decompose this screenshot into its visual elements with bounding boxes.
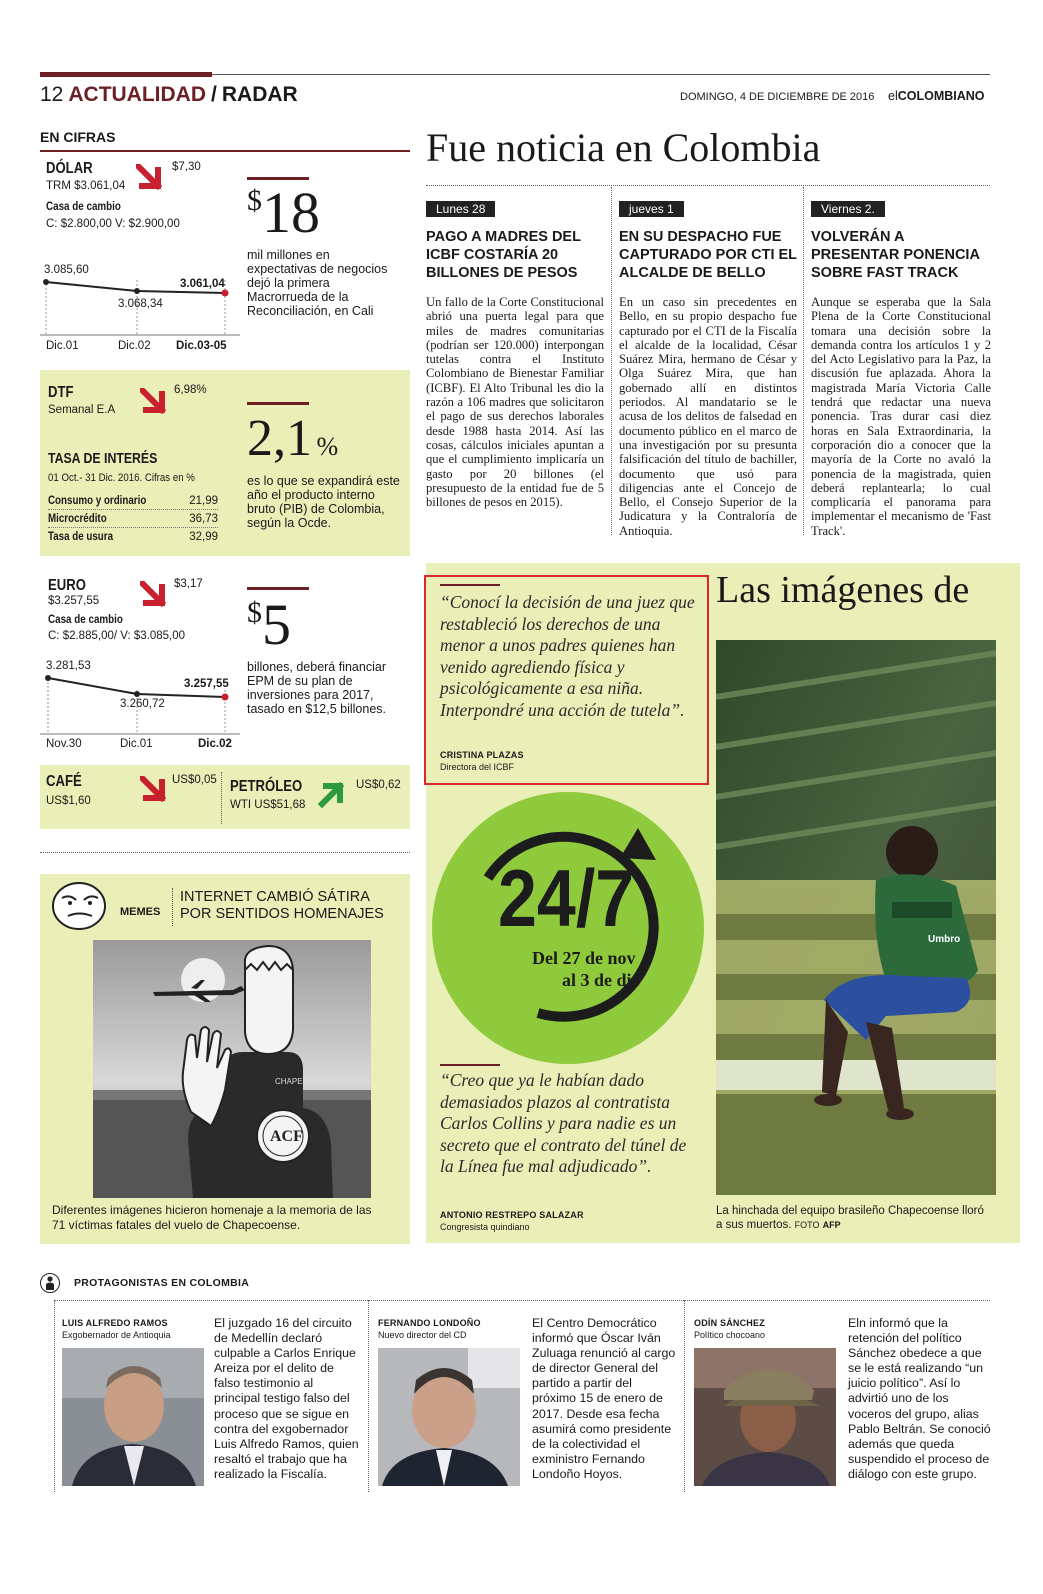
- cafe-petroleo-panel: [40, 765, 410, 829]
- dolar-point-2: 3.068,34: [118, 298, 163, 310]
- figure-5-number: [247, 592, 407, 657]
- dolar-date-3: Dic.03-05: [176, 340, 227, 352]
- euro-value: $3.257,55: [48, 595, 100, 607]
- weekly-badge-number: 24/7: [498, 853, 635, 944]
- protagonist-photo-2: [378, 1348, 520, 1486]
- meme-face-icon: [46, 878, 112, 934]
- petroleo-value: WTI US$51,68: [230, 799, 306, 811]
- noticia-title-divider: [426, 185, 990, 186]
- quote-2-rule: [440, 1064, 500, 1066]
- euro-date-1: Nov.30: [46, 738, 82, 750]
- figure-18-value: 18: [262, 180, 320, 245]
- protagonistas-divider-2: [684, 1300, 685, 1492]
- meme-logo-text: ACF: [270, 1128, 303, 1145]
- noticia-day-3: Viernes 2.: [811, 201, 885, 217]
- tasa-row-name: Microcrédito: [48, 512, 107, 525]
- figure-5-text: billones, deberá financiar EPM de su plan de inversiones para 2017, tasado en $12,5 billones.: [247, 660, 386, 716]
- protagonist-text-1: El juzgado 16 del circuito de Medellín declaró culpable a Carlos Enrique Areiza por el delito de falso testimonio al principal testigo falso del proceso que se sigue en contra del exgobernador Luis Alfredo Ramos, quien resaltó el trabajo que ha realizado la Fiscalía.: [214, 1316, 359, 1481]
- petroleo-up-arrow-icon: [318, 782, 344, 808]
- figure-2-1-text: es lo que se expandirá este año el producto interno bruto (PIB) de Colombia, según la Ocde.: [247, 474, 400, 530]
- imagenes-caption: [716, 1204, 986, 1232]
- figure-5: [247, 592, 407, 716]
- brand-name: COLOMBIANO: [897, 89, 985, 103]
- weekly-badge: [428, 788, 708, 1068]
- noticia-headline-2: EN SU DESPACHO FUE CAPTURADO POR CTI EL ALCALDE DE BELLO: [619, 229, 797, 281]
- top-rule-accent: [40, 72, 212, 77]
- weekly-badge-line-1: Del 27 de nov: [532, 948, 636, 968]
- quote-2-text: “Creo que ya le habían dado demasiados plazos al contratista Carlos Collins y para nadie es un secreto que el contrato del túnel de la Línea fue mal adjudicado”.: [440, 1070, 687, 1177]
- figure-18-number: [247, 180, 407, 245]
- memes-title-line-1: INTERNET CAMBIÓ SÁTIRA: [180, 889, 370, 905]
- dolar-down-arrow-icon: [136, 164, 162, 190]
- noticia-col-divider-2: [803, 187, 804, 535]
- figure-2-1-number: [247, 410, 407, 468]
- figure-2-1-value: 2,1: [247, 410, 312, 467]
- dtf-label: DTF: [48, 384, 74, 401]
- dolar-change: $7,30: [172, 161, 201, 173]
- figure-5-prefix: $: [247, 596, 262, 629]
- protagonist-photo-1: [62, 1348, 204, 1486]
- noticia-column-1: [426, 200, 604, 509]
- protagonist-role-1: Exgobernador de Antioquia: [62, 1330, 171, 1340]
- dtf-change: 6,98%: [174, 384, 207, 396]
- tasa-row-name: Consumo y ordinario: [48, 494, 147, 507]
- euro-casa-label: Casa de cambio: [48, 612, 123, 626]
- memes-title-line-2: POR SENTIDOS HOMENAJES: [180, 906, 384, 922]
- quote-2-role: Congresista quindiano: [440, 1222, 530, 1232]
- figure-5-value: 5: [262, 592, 291, 657]
- protagonist-name-1: LUIS ALFREDO RAMOS: [62, 1318, 168, 1328]
- protagonist-text-3: Eln informó que la retención del político Sánchez obedece a que se le está realizando “un juicio político”. Así lo advirtió uno de los voceros del grupo, alias Pablo Beltrán. Se conoció además que queda suspendido el proceso de diálogo con este grupo.: [848, 1316, 991, 1481]
- cifras-title: EN CIFRAS: [40, 129, 116, 145]
- imagenes-credit-label: FOTO: [794, 1220, 820, 1230]
- tasa-label: TASA DE INTERÉS: [48, 450, 158, 467]
- memes-title: [180, 889, 384, 923]
- protagonistas-left-border: [54, 1300, 55, 1492]
- cifras-bottom-divider: [40, 852, 410, 853]
- figure-18-prefix: $: [247, 184, 262, 217]
- figure-18: [247, 180, 407, 318]
- cifras-rule: [40, 150, 410, 152]
- protagonist-name-3: ODÍN SÁNCHEZ: [694, 1318, 765, 1328]
- figure-2-1: [247, 410, 407, 530]
- top-rule: [212, 74, 990, 75]
- dolar-date-1: Dic.01: [46, 340, 79, 352]
- header-date: DOMINGO, 4 DE DICIEMBRE DE 2016: [680, 91, 875, 103]
- page-header: [40, 83, 298, 109]
- tasa-row-name: Tasa de usura: [48, 531, 114, 543]
- euro-point-3: 3.257,55: [184, 678, 229, 690]
- dolar-casa-label: Casa de cambio: [46, 199, 121, 213]
- memes-label: MEMES: [120, 906, 161, 918]
- euro-point-2: 3.260,72: [120, 698, 165, 710]
- person-icon: [40, 1273, 60, 1293]
- protagonist-photo-3: [694, 1348, 836, 1486]
- quote-2-name: ANTONIO RESTREPO SALAZAR: [440, 1210, 584, 1220]
- dtf-sub: Semanal E.A: [48, 404, 116, 416]
- section-name: ACTUALIDAD: [68, 83, 207, 106]
- noticia-body-3: Aunque se esperaba que la Sala Plena de la Corte Constitucional tomara una decisión sobre la demanda contra los artículos 1 y 2 del Acto Legislativo para la Paz, la discusión fue aplazada. Ahora la magistrada María Victoria Calle tendrá que redactar una nueva ponencia. Tras durar casi diez horas en Sala Extraordinaria, la corporación dio a conocer que la mayoría de la Corte no avaló la ponencia de la magistrada, quien deberá replantearla; lo cual complicaría el panorama para implementar el mecanismo de 'Fast Track'.: [811, 295, 991, 538]
- dolar-casa-values: C: $2.800,00 V: $2.900,00: [46, 218, 180, 230]
- cafe-change: US$0,05: [172, 774, 217, 786]
- tasa-row-value: 36,73: [189, 512, 218, 525]
- protagonist-name-2: FERNANDO LONDOÑO: [378, 1318, 481, 1328]
- figure-18-text: mil millones en expectativas de negocios dejó la primera Macrorrueda de la Reconciliación, en Cali: [247, 248, 388, 318]
- imagenes-caption-text: La hinchada del equipo brasileño Chapecoense lloró a sus muertos.: [716, 1205, 984, 1231]
- euro-label: EURO: [48, 577, 86, 594]
- quote-1-role: Directora del ICBF: [440, 762, 515, 772]
- noticia-body-1: Un fallo de la Corte Constitucional abrió una puerta legal para que miles de madres comunitarias (podrían ser 120.000) interpongan tutelas contra el Instituto Colombiano de Bienestar Familiar (ICBF). El Alto Tribunal les dio la razón a 106 madres que solicitaron el pago de sus derechos laborales desde 1988 hasta 2014. Así las cosas, cálculos iniciales apuntan a que el cumplimiento implicaría un gasto por 20 billones (el presupuesto de la entidad fue de 5 billones de pesos en 2015).: [426, 295, 604, 510]
- tasa-row: [48, 510, 218, 528]
- subsection-name: RADAR: [221, 83, 298, 106]
- meme-illustration: [93, 940, 371, 1198]
- weekly-badge-line-2: al 3 de dic: [562, 970, 640, 990]
- euro-down-arrow-icon: [140, 581, 166, 607]
- figure-rule-3: [247, 587, 309, 590]
- euro-point-1: 3.281,53: [46, 660, 91, 672]
- noticia-day-1: Lunes 28: [426, 201, 495, 217]
- noticia-body-2: En un caso sin precedentes en Bello, en su propio despacho fue capturado por el CTI de la Fiscalía el alcalde de la localidad, César Suárez Mira, hermano de César y Olga Suárez Mira, que han gobernado allí en distintos periodos. Al mandatario se le acusa de los delitos de falsedad en documento público en el marco de una investigación por su presunta falsificación del título de bachiller, documento que usó para diligencias ante el Concejo de Bello, el Consejo Superior de la Judicatura y la Contraloría de Antioquia.: [619, 295, 797, 538]
- protagonistas-title: PROTAGONISTAS EN COLOMBIA: [74, 1277, 250, 1289]
- dolar-point-1: 3.085,60: [44, 264, 89, 276]
- meme-shirt-text: CHAPECOENSE: [275, 1077, 337, 1086]
- brand-prefix: el: [888, 89, 898, 103]
- noticia-day-2: jueves 1: [619, 201, 684, 217]
- tasa-table: [48, 492, 218, 546]
- noticia-title: Fue noticia en Colombia: [426, 125, 821, 170]
- quote-1-rule: [440, 584, 500, 586]
- tasa-row-value: 32,99: [189, 531, 218, 543]
- figure-2-1-unit: %: [316, 432, 339, 461]
- tasa-sub: 01 Oct.- 31 Dic. 2016. Cifras en %: [48, 472, 195, 484]
- protagonistas-top-divider: [54, 1300, 990, 1301]
- euro-date-3: Dic.02: [198, 738, 232, 750]
- protagonist-text-2: El Centro Democrático informó que Óscar Iván Zuluaga renunció al cargo de director General del partido a partir del próximo 15 de enero de 2017. Desde esa fecha asumirá como presidente de la colectividad el exministro Fernando Londoño Hoyos.: [532, 1316, 676, 1481]
- stadium-photo: [716, 640, 996, 1195]
- noticia-column-3: [811, 200, 991, 538]
- dolar-point-3: 3.061,04: [180, 278, 225, 290]
- petroleo-change: US$0,62: [356, 779, 401, 791]
- petroleo-label: PETRÓLEO: [230, 778, 303, 795]
- tasa-row: [48, 492, 218, 510]
- quote-1-name: CRISTINA PLAZAS: [440, 750, 524, 760]
- brand-logo: [888, 89, 985, 103]
- memes-divider: [172, 888, 173, 926]
- figure-rule-2: [247, 402, 309, 405]
- dolar-trm: TRM $3.061,04: [46, 180, 126, 192]
- dolar-date-2: Dic.02: [118, 340, 151, 352]
- imagenes-credit: AFP: [822, 1220, 841, 1230]
- memes-caption: Diferentes imágenes hicieron homenaje a la memoria de las 71 víctimas fatales del vuelo de Chapecoense.: [52, 1203, 372, 1232]
- noticia-col-divider-1: [611, 187, 612, 535]
- page-number: 12: [40, 83, 64, 106]
- protagonistas-divider-1: [368, 1300, 369, 1492]
- euro-date-2: Dic.01: [120, 738, 153, 750]
- tasa-row-value: 21,99: [189, 494, 218, 507]
- section-separator: /: [211, 83, 217, 106]
- cafe-value: US$1,60: [46, 795, 91, 807]
- cafe-label: CAFÉ: [46, 773, 82, 790]
- imagenes-title: Las imágenes de: [716, 569, 970, 611]
- protagonist-role-2: Nuevo director del CD: [378, 1330, 467, 1340]
- quote-1-text: “Conocí la decisión de una juez que restableció los derechos de una menor a unos padres quienes han venido agrediendo física y psicológicamente a esa niña. Interpondré una acción de tutela”.: [440, 592, 695, 720]
- protagonist-role-3: Político chocoano: [694, 1330, 766, 1340]
- cafe-down-arrow-icon: [140, 776, 166, 802]
- euro-change: $3,17: [174, 578, 203, 590]
- noticia-headline-1: PAGO A MADRES DEL ICBF COSTARÍA 20 BILLONES DE PESOS: [426, 229, 581, 281]
- noticia-headline-3: VOLVERÁN A PRESENTAR PONENCIA SOBRE FAST TRACK: [811, 229, 980, 281]
- noticia-column-2: [619, 200, 797, 538]
- euro-casa-values: C: $2.885,00/ V: $3.085,00: [48, 630, 186, 642]
- tasa-row: [48, 528, 218, 546]
- dolar-label: DÓLAR: [46, 160, 93, 177]
- cafe-divider: [221, 772, 222, 824]
- shirt-logo-text: Umbro: [928, 934, 961, 945]
- dtf-down-arrow-icon: [140, 388, 166, 414]
